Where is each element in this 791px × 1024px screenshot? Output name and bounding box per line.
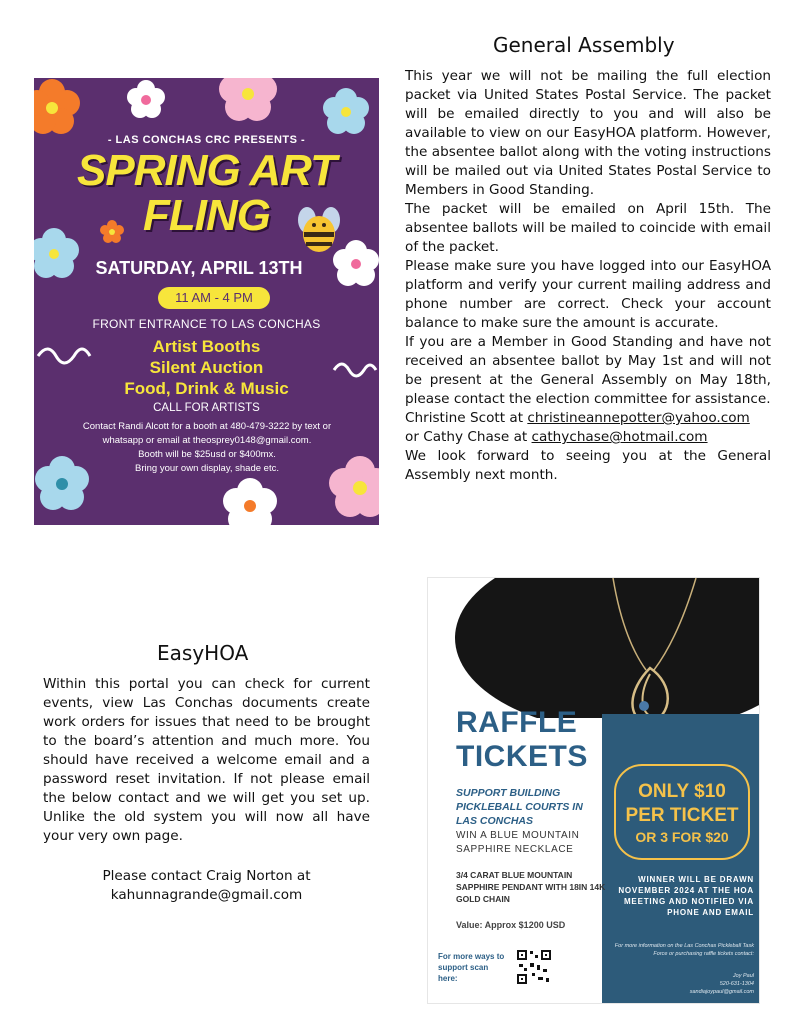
- raffle-contact-email[interactable]: sandiajoypaul@gmail.com: [689, 989, 754, 995]
- cathy-email-link[interactable]: cathychase@hotmail.com: [531, 429, 708, 445]
- ga-contact-line: [405, 409, 771, 428]
- raffle-prize-line: SAPPHIRE NECKLACE: [456, 844, 574, 855]
- raffle-support-text: SUPPORT BUILDING PICKLEBALL COURTS IN LAS CONCHAS: [456, 787, 583, 827]
- raffle-price-badge: [614, 764, 750, 860]
- flower-icon: [34, 79, 80, 134]
- easyhoa-contact-email[interactable]: kahunnagrande@gmail.com: [110, 887, 303, 903]
- raffle-tickets-flyer: [427, 577, 760, 1004]
- easyhoa-heading: EasyHOA: [157, 641, 249, 665]
- spring-art-fling-flyer: [34, 78, 379, 525]
- easyhoa-contact: [43, 867, 370, 905]
- flower-icon: [223, 478, 277, 525]
- general-assembly-body: [405, 67, 771, 485]
- ga-contact-line: [405, 428, 771, 447]
- qr-code-icon[interactable]: [516, 949, 552, 985]
- flower-icon: [323, 88, 369, 134]
- easyhoa-contact-line: Please contact Craig Norton at: [102, 868, 311, 884]
- ga-contact-prefix: Christine Scott at: [405, 410, 528, 426]
- flyer-title-line2: FLING: [143, 191, 270, 240]
- easyhoa-body: Within this portal you can check for current events, view Las Conchas documents create work orders for issues that need to be brought to the board’s attention and much more. You should have received a welcome email and a password reset invitation. If not please email the below contact and we will get you set up. Unlike the old system you will now all have your very own page.: [43, 676, 370, 844]
- flyer-contact: [48, 420, 366, 476]
- price-line: ONLY $10: [638, 781, 726, 802]
- ga-paragraph: This year we will not be mailing the full election packet via United States Postal Service. The packet will be emailed directly to you and will also be available to view on our EasyHOA platform. However, the absentee ballot along with the voting instructions will be mailed out via United States Postal Service to Members in Good Standing.: [405, 68, 771, 198]
- highlight-item: Food, Drink & Music: [124, 379, 289, 398]
- ga-closing: We look forward to seeing you at the General Assembly next month.: [405, 448, 771, 483]
- raffle-title-line2: TICKETS: [456, 740, 588, 773]
- raffle-contact-name: Joy Paul: [732, 973, 754, 979]
- raffle-title-line1: RAFFLE: [456, 706, 578, 739]
- contact-line: Contact Randi Alcott for a booth at 480-479-3222 by text or: [82, 421, 332, 432]
- price-line: OR 3 FOR $20: [635, 829, 729, 845]
- ga-contact-prefix: or Cathy Chase at: [405, 429, 532, 445]
- contact-line: whatsapp or email at theosprey0148@gmail.com.: [102, 435, 312, 446]
- highlight-item: Artist Booths: [152, 337, 261, 356]
- ga-paragraph: Please make sure you have logged into our EasyHOA platform and verify your current mailing address and phone number are correct. Check your account balance to make sure the amount is accurate.: [405, 258, 771, 331]
- flower-icon: [219, 78, 277, 121]
- contact-line: Booth will be $25usd or $400mx.: [138, 449, 276, 460]
- raffle-prize-line: WIN A BLUE MOUNTAIN: [456, 830, 580, 841]
- raffle-prize: [456, 829, 606, 857]
- raffle-value: Value: Approx $1200 USD: [456, 920, 566, 930]
- raffle-title: [456, 706, 588, 774]
- general-assembly-heading: General Assembly: [493, 33, 675, 57]
- flyer-title: [34, 148, 379, 238]
- necklace-image: [428, 578, 760, 718]
- contact-line: Bring your own display, shade etc.: [135, 463, 279, 474]
- flyer-highlights: [34, 336, 379, 399]
- flyer-venue: FRONT ENTRANCE TO LAS CONCHAS: [92, 317, 321, 331]
- raffle-pendant-description: 3/4 CARAT BLUE MOUNTAIN SAPPHIRE PENDANT WITH 18IN 14K GOLD CHAIN: [456, 870, 606, 904]
- price-line: PER TICKET: [625, 805, 739, 826]
- ga-paragraph: If you are a Member in Good Standing and have not received an absentee ballot by May 1st and will not be present at the General Assembly on May 18th, please contact the election committee for assistance.: [405, 334, 771, 407]
- raffle-support-ways: For more ways to support scan here:: [438, 952, 505, 983]
- flyer-title-line1: SPRING ART: [77, 146, 336, 195]
- raffle-contact: [612, 972, 754, 996]
- ga-paragraph: The packet will be emailed on April 15th. The absentee ballots will be mailed to coincide with email of the packet.: [405, 201, 771, 255]
- flyer-date: SATURDAY, APRIL 13TH: [95, 258, 303, 278]
- raffle-winner-info: WINNER WILL BE DRAWN NOVEMBER 2024 AT THE HOA MEETING AND NOTIFIED VIA PHONE AND EMAIL: [618, 875, 754, 917]
- flyer-call-for-artists: CALL FOR ARTISTS: [153, 402, 260, 414]
- flower-icon: [127, 80, 165, 118]
- raffle-contact-phone: 520-631-1304: [719, 981, 754, 987]
- flyer-time-badge: 11 AM - 4 PM: [158, 287, 270, 309]
- christine-email-link[interactable]: christineannepotter@yahoo.com: [527, 410, 750, 426]
- flyer-presents: - LAS CONCHAS CRC PRESENTS -: [107, 134, 306, 146]
- raffle-more-info: For more information on the Las Conchas Pickleball Task Force or purchasing raffle tickets contact:: [614, 943, 754, 957]
- highlight-item: Silent Auction: [149, 358, 264, 377]
